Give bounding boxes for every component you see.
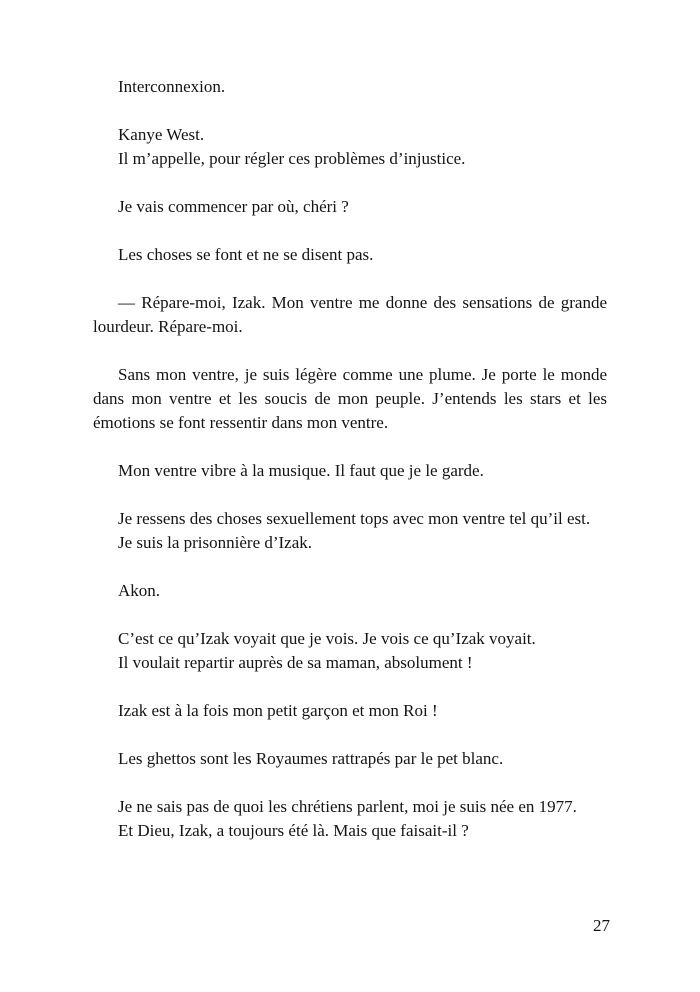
body-text: [93, 75, 607, 867]
paragraph: [93, 507, 607, 555]
text-line: Il voulait repartir auprès de sa maman, absolument !: [118, 653, 473, 672]
text-line: Je suis la prisonnière d’Izak.: [118, 533, 313, 552]
paragraph: [93, 123, 607, 171]
page-number: 27: [593, 916, 610, 935]
text-line: Et Dieu, Izak, a toujours été là. Mais que faisait-il ?: [118, 821, 469, 840]
paragraph: [93, 627, 607, 675]
text-line: Interconnexion.: [118, 77, 226, 96]
paragraph: [93, 243, 607, 267]
paragraph: [93, 195, 607, 219]
text-line: Il m’appelle, pour régler ces problèmes d’injustice.: [118, 149, 466, 168]
paragraph: [93, 75, 607, 99]
text-line: Sans mon ventre, je suis légère comme une plume. Je porte le monde dans mon ventre et les soucis de mon peuple. J’entends les stars et les émotions se font ressentir dans mon ventre.: [93, 365, 607, 432]
text-line: Izak est à la fois mon petit garçon et mon Roi !: [118, 701, 438, 720]
paragraph: [93, 459, 607, 483]
paragraph: [93, 699, 607, 723]
text-line: — Répare-moi, Izak. Mon ventre me donne des sensations de grande lourdeur. Répare-moi.: [93, 293, 607, 336]
paragraph: [93, 291, 607, 339]
paragraph: [93, 579, 607, 603]
text-line: Les ghettos sont les Royaumes rattrapés par le pet blanc.: [118, 749, 504, 768]
text-line: Je ressens des choses sexuellement tops avec mon ventre tel qu’il est.: [118, 509, 591, 528]
text-line: Les choses se font et ne se disent pas.: [118, 245, 374, 264]
text-line: Kanye West.: [118, 125, 205, 144]
text-line: C’est ce qu’Izak voyait que je vois. Je vois ce qu’Izak voyait.: [118, 629, 536, 648]
paragraph: [93, 747, 607, 771]
paragraph: [93, 363, 607, 435]
text-line: Je ne sais pas de quoi les chrétiens parlent, moi je suis née en 1977.: [118, 797, 577, 816]
text-line: Mon ventre vibre à la musique. Il faut que je le garde.: [118, 461, 484, 480]
text-line: Akon.: [118, 581, 161, 600]
paragraph: [93, 795, 607, 843]
text-line: Je vais commencer par où, chéri ?: [118, 197, 349, 216]
